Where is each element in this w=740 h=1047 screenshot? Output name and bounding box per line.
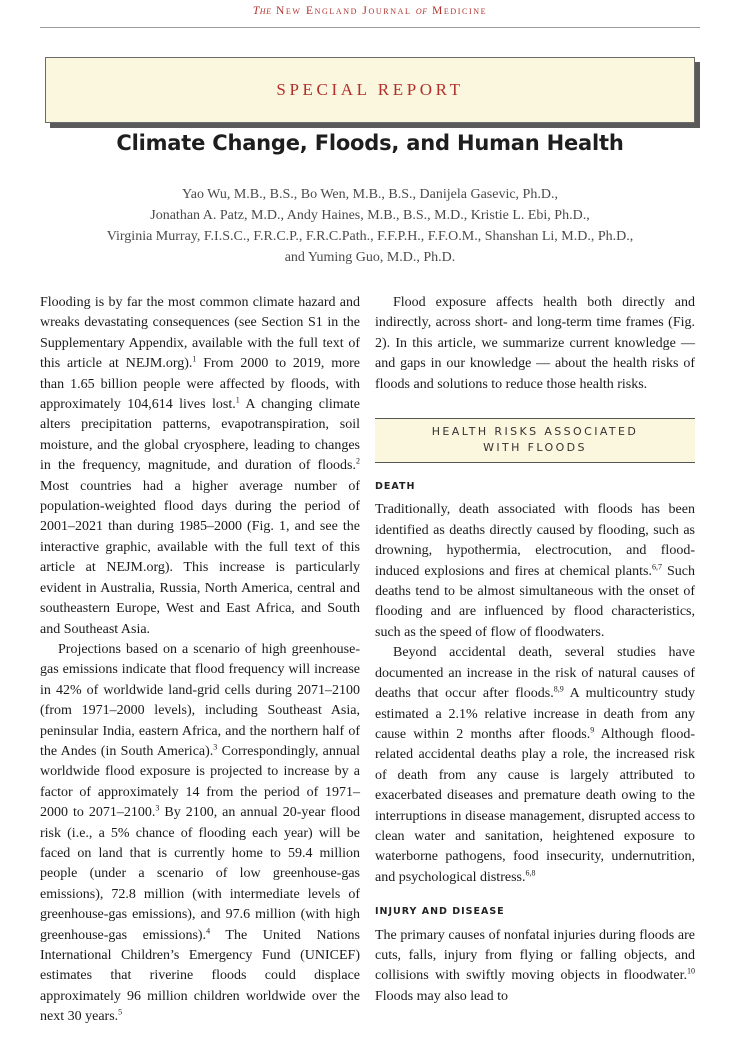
citation[interactable]: 4 xyxy=(206,925,211,935)
author-line: Yao Wu, M.B., B.S., Bo Wen, M.B., B.S., Danijela Gasevic, Ph.D., xyxy=(182,187,558,202)
citation[interactable]: 1 xyxy=(235,395,240,405)
author-line: Jonathan A. Patz, M.D., Andy Haines, M.B., B.S., M.D., Kristie L. Ebi, Ph.D., xyxy=(150,208,590,223)
citation[interactable]: 8,9 xyxy=(553,684,564,694)
citation[interactable]: 9 xyxy=(590,725,595,735)
header-rule xyxy=(40,27,700,28)
citation[interactable]: 5 xyxy=(118,1007,123,1017)
subheading-death: DEATH xyxy=(375,481,416,493)
body-paragraph: Flooding is by far the most common climate hazard and wreaks devastating consequences (see Section S1 in the Supplementary Appendix, available with the full text of this article at NEJM.org).$^1$ From 2000 to 2019, more than 1.65 billion people were affected by floods, with approximately 104,614 lives lost.$^1$ A changing climate alters precipitation patterns, evapotranspiration, soil moisture, and the global cryosphere, leading to changes in the frequency, magnitude, and duration of floods.$^2$ Most countries had a higher average number of population-weighted flood days during the period of 2001–2021 than during 1985–2000 (Fig. 1, and see the interactive graphic, available with the full text of this article at NEJM.org). This increase is particularly evident in Australia, Russia, North America, central and southeastern Europe, West and East Africa, and South and Southeast Asia. xyxy=(40,295,361,637)
subheading-injury-and-disease: INJURY AND DISEASE xyxy=(375,906,505,918)
left-column xyxy=(40,293,360,1028)
right-column xyxy=(375,293,695,1007)
journal-name-the: The xyxy=(252,5,272,17)
citation[interactable]: 6,8 xyxy=(525,868,536,878)
body-paragraph: Beyond accidental death, several studies have documented an increase in the risk of natural causes of deaths that occur after floods.$^{8,9}$ A multicountry study estimated a 2.1% relative increase in death from any cause within 2 months after floods.$^9$ Although flood-related accidental deaths play a role, the increased risk of death from any cause is largely attributed to exacerbated diseases and premature death owing to the interruptions in disease management, disrupted access to clean water and sanitation, heightened exposure to waterborne pathogens, food insecurity, undernutrition, and psychological distress.$^{6,8}$ xyxy=(375,645,695,885)
journal-name xyxy=(0,5,740,17)
citation[interactable]: 3 xyxy=(213,742,218,752)
author-line: Virginia Murray, F.I.S.C., F.R.C.P., F.R.C.Path., F.F.P.H., F.F.O.M., Shanshan Li, M.D., Ph.D., xyxy=(106,229,634,244)
section-heading-health-risks: HEALTH RISKS ASSOCIATED WITH FLOODS xyxy=(375,418,695,463)
author-list xyxy=(0,184,740,268)
citation[interactable]: 3 xyxy=(155,803,160,813)
citation[interactable]: 1 xyxy=(192,354,197,364)
special-report-label: SPECIAL REPORT xyxy=(276,80,464,99)
citation[interactable]: 6,7 xyxy=(651,562,662,571)
journal-name-medicine: Medicine xyxy=(432,5,488,17)
body-paragraph: Projections based on a scenario of high greenhouse-gas emissions indicate that flood frequency will increase in 42% of worldwide land-grid cells during 2071–2100 (from 1971–2000 levels), including Southeast Asia, peninsular India, eastern Africa, and the northern half of the Andes (in South America).$^3$ Correspondingly, annual worldwide flood exposure is projected to increase by a factor of approximately 14 from the period of 1971–2000 to 2071–2100.$^3$ By 2100, an annual 20-year flood risk (i.e., a 5% chance of flooding each year) will be faced on land that is currently home to 59.4 million people (under a scenario of low greenhouse-gas emissions), 72.8 million (with intermediate levels of greenhouse-gas emissions), and 97.6 million (with high greenhouse-gas emissions).$^4$ The United Nations International Children’s Emergency Fund (UNICEF) estimates that riverine floods could displace approximately 96 million children worldwide over the next 30 years.$^5$ xyxy=(40,641,360,1025)
body-paragraph: Traditionally, death associated with floods has been identified as deaths directly caused by flooding, such as drowning, hypothermia, electrocution, and flood-induced explosions and fires at chemical plants.$^{6,7}$ Such deaths tend to be almost simultaneous with the onset of flooding and are influenced by flood characteristics, such as the speed of flow of floodwaters. xyxy=(375,502,696,640)
journal-name-main: New England Journal xyxy=(275,5,412,17)
body-paragraph: Flood exposure affects health both directly and indirectly, across short- and long-term time frames (Fig. 2). In this article, we summarize current knowledge — and gaps in our knowledge — about the health risks of floods and solutions to reduce those health risks. xyxy=(375,295,695,392)
article-title: Climate Change, Floods, and Human Health xyxy=(116,131,624,155)
journal-name-of: of xyxy=(415,5,428,17)
special-report-banner xyxy=(45,57,695,123)
citation[interactable]: 10 xyxy=(687,966,695,976)
citation[interactable]: 2 xyxy=(356,456,360,466)
body-paragraph: The primary causes of nonfatal injuries during floods are cuts, falls, injury from flying or falling objects, and collisions with swiftly moving objects in floodwater.$^{10}$ Floods may also lead to xyxy=(375,927,695,1004)
author-line: and Yuming Guo, M.D., Ph.D. xyxy=(284,250,456,265)
